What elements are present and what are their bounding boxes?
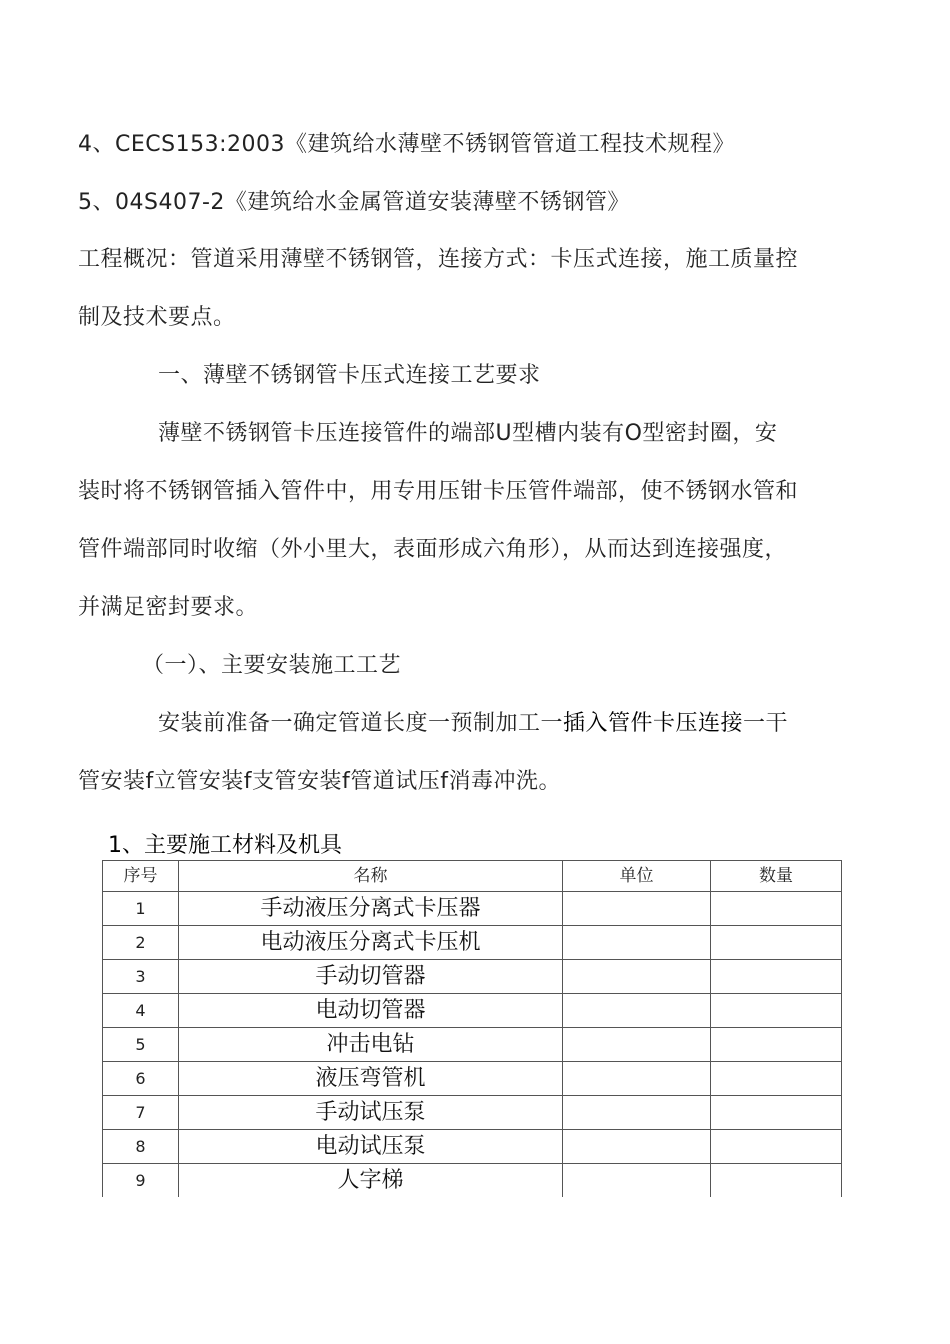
row-name: 手动液压分离式卡压器 [179, 892, 563, 926]
process-flow-text-c: 一干 [743, 711, 789, 736]
row-unit [563, 1096, 711, 1130]
table-row [103, 994, 842, 1028]
row-name: 人字梯 [179, 1164, 563, 1198]
process-flow-line-2: 管安装f立管安装f支管安装f管道试压f消毒冲洗。 [78, 769, 561, 794]
row-name: 冲击电钻 [179, 1028, 563, 1062]
section1-paragraph-line-2: 装时将不锈钢管插入管件中，用专用压钳卡压管件端部，使不锈钢水管和 [78, 479, 799, 504]
header-no: 序号 [103, 861, 179, 892]
row-no: 8 [103, 1130, 179, 1164]
row-qty [711, 1028, 842, 1062]
equipment-table [102, 860, 842, 1197]
process-flow-text-a: 安装前准备一确定管道长度一预制加工一 [158, 711, 564, 736]
row-name: 电动液压分离式卡压机 [179, 926, 563, 960]
process-flow-text-b: 插入管件卡压连接 [563, 711, 744, 736]
row-qty [711, 1062, 842, 1096]
section-heading-1: 一、薄壁不锈钢管卡压式连接工艺要求 [158, 363, 541, 388]
row-qty [711, 892, 842, 926]
row-unit [563, 1164, 711, 1198]
overview-line-2: 制及技术要点。 [78, 305, 236, 330]
standard-item-4: 4、CECS153:2003《建筑给水薄壁不锈钢管管道工程技术规程》 [78, 132, 735, 157]
table-row [103, 926, 842, 960]
overview-line-1: 工程概况：管道采用薄壁不锈钢管，连接方式：卡压式连接，施工质量控 [78, 247, 799, 272]
standard-item-5: 5、04S407-2《建筑给水金属管道安装薄壁不锈钢管》 [78, 190, 630, 215]
row-qty [711, 960, 842, 994]
row-name: 液压弯管机 [179, 1062, 563, 1096]
row-qty [711, 926, 842, 960]
row-unit [563, 1062, 711, 1096]
row-no: 6 [103, 1062, 179, 1096]
row-unit [563, 994, 711, 1028]
row-unit [563, 892, 711, 926]
section1-paragraph-text-1: 薄壁不锈钢管卡压连接管件的端部U型槽内装有O型密封圈，安 [158, 421, 778, 446]
row-name: 手动切管器 [179, 960, 563, 994]
row-qty [711, 1096, 842, 1130]
row-no: 2 [103, 926, 179, 960]
row-unit [563, 960, 711, 994]
table-row [103, 892, 842, 926]
table-title: 1、主要施工材料及机具 [108, 833, 342, 858]
row-name: 电动试压泵 [179, 1130, 563, 1164]
section1-paragraph-line-3: 管件端部同时收缩（外小里大，表面形成六角形），从而达到连接强度， [78, 537, 788, 562]
section1-paragraph-line-1 [78, 405, 868, 463]
row-unit [563, 926, 711, 960]
row-no: 1 [103, 892, 179, 926]
row-name: 手动试压泵 [179, 1096, 563, 1130]
row-qty [711, 1164, 842, 1198]
table-header-row [103, 861, 842, 892]
table-row [103, 1130, 842, 1164]
section-heading-2: （一）、主要安装施工工艺 [142, 653, 402, 678]
row-qty [711, 994, 842, 1028]
section1-paragraph-line-4: 并满足密封要求。 [78, 595, 259, 620]
row-no: 7 [103, 1096, 179, 1130]
table-row [103, 1164, 842, 1198]
process-flow-line-1 [78, 695, 868, 753]
row-no: 4 [103, 994, 179, 1028]
row-unit [563, 1028, 711, 1062]
row-unit [563, 1130, 711, 1164]
header-unit: 单位 [563, 861, 711, 892]
row-name: 电动切管器 [179, 994, 563, 1028]
table-row [103, 1062, 842, 1096]
header-name: 名称 [179, 861, 563, 892]
header-qty: 数量 [711, 861, 842, 892]
table-row [103, 960, 842, 994]
row-no: 5 [103, 1028, 179, 1062]
table-row [103, 1028, 842, 1062]
row-no: 3 [103, 960, 179, 994]
row-qty [711, 1130, 842, 1164]
row-no: 9 [103, 1164, 179, 1198]
table-row [103, 1096, 842, 1130]
